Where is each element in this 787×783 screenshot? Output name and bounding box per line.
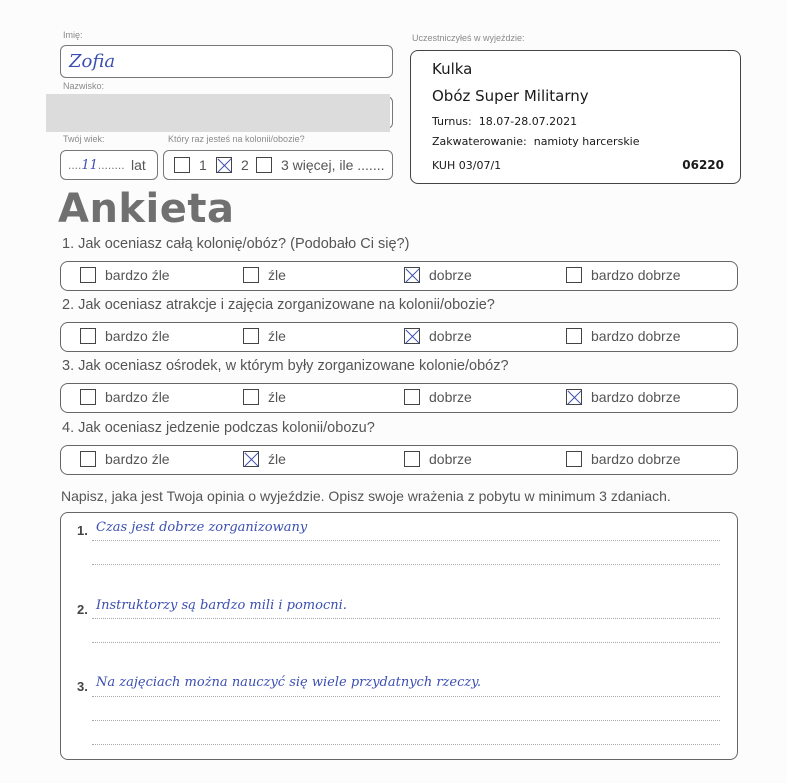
checkbox[interactable] [80, 389, 96, 405]
q1-option-very-good[interactable]: bardzo dobrze [566, 267, 681, 283]
checkbox-checked[interactable] [404, 267, 420, 283]
camp-code: KUH 03/07/1 [432, 159, 502, 172]
question-1: 1. Jak oceniasz całą kolonię/obóz? (Podobało Ci się?) [62, 236, 410, 252]
surname-label: Nazwisko: [63, 81, 105, 91]
checkbox-checked[interactable] [243, 451, 259, 467]
opinion-number-1: 1. [77, 523, 88, 538]
checkbox[interactable] [243, 328, 259, 344]
times-option-3[interactable]: 3 więcej, ile ....... [256, 157, 384, 173]
age-field[interactable] [60, 150, 158, 180]
opinion-number-2: 2. [77, 602, 88, 617]
times-option-2[interactable]: 2 [216, 157, 249, 173]
checkbox[interactable] [404, 389, 420, 405]
checkbox[interactable] [174, 157, 190, 173]
org-name: Kulka [432, 60, 473, 78]
dotted-line [92, 564, 720, 565]
q3-option-good[interactable]: dobrze [404, 389, 472, 405]
opinion-prompt: Napisz, jaka jest Twoja opinia o wyjeździe. Opisz swoje wrażenia z pobytu w minimum 3 zdaniach. [61, 488, 671, 504]
q3-option-very-good[interactable]: bardzo dobrze [566, 389, 681, 405]
opinion-text-1: Czas jest dobrze zorganizowany [96, 520, 308, 535]
question-3: 3. Jak oceniasz ośrodek, w którym były zorganizowane kolonie/obóz? [62, 358, 509, 374]
opinion-box[interactable] [60, 512, 738, 760]
dotted-line [92, 720, 720, 721]
surname-redaction [46, 94, 390, 132]
q2-option-good[interactable]: dobrze [404, 328, 472, 344]
question-2: 2. Jak oceniasz atrakcje i zajęcia zorganizowane na kolonii/obozie? [62, 297, 495, 313]
answer-row-1 [60, 261, 738, 291]
checkbox[interactable] [243, 267, 259, 283]
q4-option-good[interactable]: dobrze [404, 451, 472, 467]
name-field[interactable] [60, 45, 393, 78]
checkbox[interactable] [566, 267, 582, 283]
answer-row-3 [60, 383, 738, 413]
checkbox-checked[interactable] [216, 157, 232, 173]
answer-row-4 [60, 445, 738, 475]
q4-option-bad[interactable]: źle [243, 451, 286, 467]
camp-info-box [410, 50, 741, 184]
times-label: Który raz jesteś na kolonii/obozie? [168, 134, 305, 144]
checkbox[interactable] [404, 451, 420, 467]
age-value: 11 [81, 158, 98, 173]
dotted-line [92, 696, 720, 697]
checkbox[interactable] [566, 451, 582, 467]
opinion-text-2: Instruktorzy są bardzo mili i pomocni. [96, 598, 347, 613]
dotted-line [92, 642, 720, 643]
q2-option-very-good[interactable]: bardzo dobrze [566, 328, 681, 344]
q2-option-very-bad[interactable]: bardzo źle [80, 328, 170, 344]
age-label: Twój wiek: [63, 134, 105, 144]
checkbox[interactable] [80, 451, 96, 467]
checkbox-checked[interactable] [404, 328, 420, 344]
checkbox[interactable] [243, 389, 259, 405]
checkbox[interactable] [566, 328, 582, 344]
dotted-line [92, 744, 720, 745]
q1-option-bad[interactable]: źle [243, 267, 286, 283]
turnus-line: Turnus: 18.07-28.07.2021 [432, 115, 578, 128]
checkbox[interactable] [256, 157, 272, 173]
camp-name: Obóz Super Militarny [432, 87, 589, 105]
checkbox[interactable] [80, 267, 96, 283]
q4-option-very-good[interactable]: bardzo dobrze [566, 451, 681, 467]
times-field [163, 150, 393, 180]
q4-option-very-bad[interactable]: bardzo źle [80, 451, 170, 467]
lodging-line: Zakwaterowanie: namioty harcerskie [432, 135, 640, 148]
q1-option-good[interactable]: dobrze [404, 267, 472, 283]
name-value: Zofia [69, 51, 116, 72]
q2-option-bad[interactable]: źle [243, 328, 286, 344]
question-4: 4. Jak oceniasz jedzenie podczas kolonii/obozu? [62, 420, 375, 436]
camp-number: 06220 [682, 158, 724, 172]
dotted-line [92, 540, 720, 541]
checkbox-checked[interactable] [566, 389, 582, 405]
age-unit: lat [131, 157, 146, 173]
name-label: Imię: [63, 30, 83, 40]
answer-row-2 [60, 322, 738, 352]
participants-label: Uczestniczyłeś w wyjeździe: [412, 33, 525, 43]
q3-option-bad[interactable]: źle [243, 389, 286, 405]
checkbox[interactable] [80, 328, 96, 344]
opinion-text-3: Na zajęciach można nauczyć się wiele przydatnych rzeczy. [96, 675, 481, 690]
times-option-1[interactable]: 1 [174, 157, 207, 173]
q3-option-very-bad[interactable]: bardzo źle [80, 389, 170, 405]
opinion-number-3: 3. [77, 679, 88, 694]
survey-title: Ankieta [58, 186, 235, 232]
q1-option-very-bad[interactable]: bardzo źle [80, 267, 170, 283]
age-entry: ....11........ [68, 158, 125, 173]
dotted-line [92, 618, 720, 619]
